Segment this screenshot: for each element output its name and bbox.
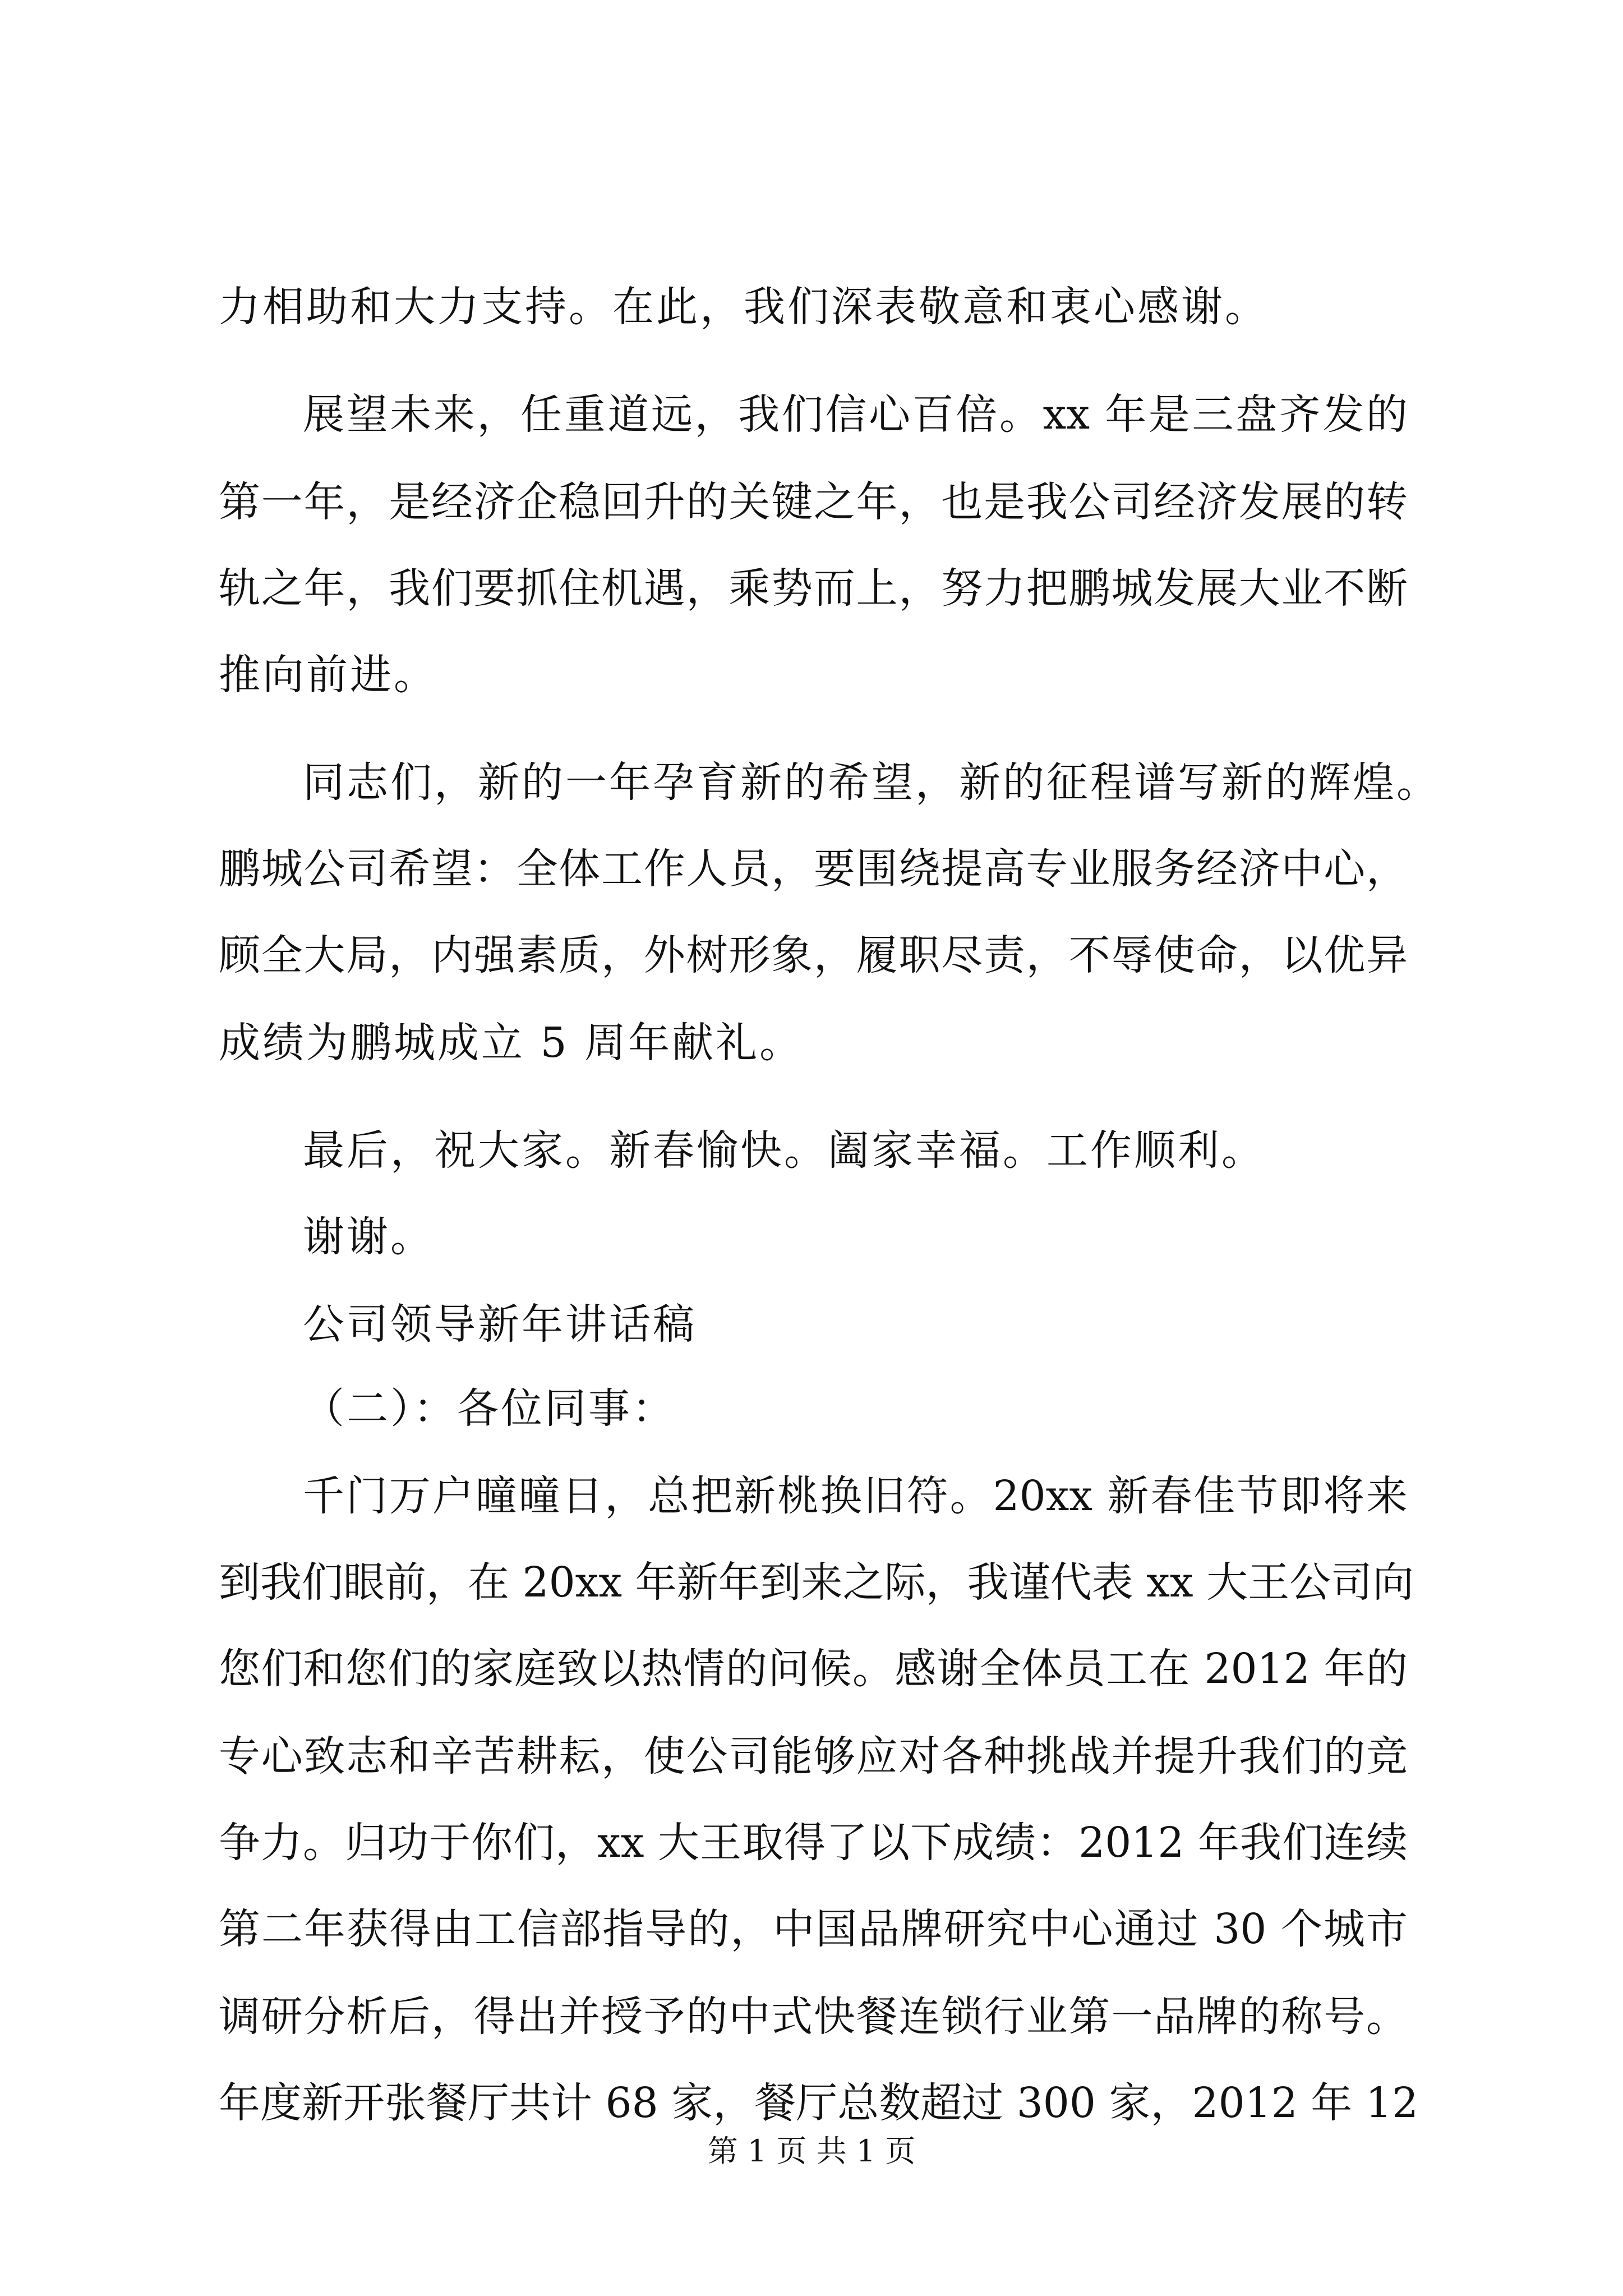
text-line: 调研分析后，得出并授予的中式快餐连锁行业第一品牌的称号。 <box>219 1993 1408 2041</box>
text-line: 推向前进。 <box>219 651 437 699</box>
text-line: 鹏城公司希望：全体工作人员，要围绕提高专业服务经济中心， <box>219 845 1408 893</box>
text-line: 专心致志和辛苦耕耘，使公司能够应对各种挑战并提升我们的竞 <box>219 1732 1408 1780</box>
page-number: 第 1 页 共 1 页 <box>707 2133 916 2169</box>
section-subtitle: （二）：各位同事： <box>303 1384 676 1433</box>
text-line: 年度新开张餐厅共计 68 家，餐厅总数超过 300 家，2012 年 12 <box>219 2079 1419 2127</box>
text-line: 最后，祝大家。新春愉快。阖家幸福。工作顺利。 <box>303 1126 1265 1175</box>
text-line: 同志们，新的一年孕育新的希望，新的征程谱写新的辉煌。 <box>303 758 1440 807</box>
text-line: 成绩为鹏城成立 5 周年献礼。 <box>219 1019 804 1067</box>
text-line: 您们和您们的家庭致以热情的问候。感谢全体员工在 2012 年的 <box>219 1645 1408 1693</box>
text-line: 第二年获得由工信部指导的，中国品牌研究中心通过 30 个城市 <box>219 1905 1408 1953</box>
text-line: 顾全大局，内强素质，外树形象，履职尽责，不辱使命，以优异 <box>219 931 1408 979</box>
section-title: 公司领导新年讲话稿 <box>303 1300 697 1349</box>
text-line: 轨之年，我们要抓住机遇，乘势而上，努力把鹏城发展大业不断 <box>219 564 1408 613</box>
text-line: 力相助和大力支持。在此，我们深表敬意和衷心感谢。 <box>219 283 1269 331</box>
text-line: 谢谢。 <box>303 1213 434 1261</box>
text-line: 争力。归功于你们，xx 大王取得了以下成绩：2012 年我们连续 <box>219 1819 1408 1867</box>
text-line: 第一年，是经济企稳回升的关键之年，也是我公司经济发展的转 <box>219 478 1408 526</box>
text-line: 千门万户曈曈日，总把新桃换旧符。20xx 新春佳节即将来 <box>303 1472 1408 1520</box>
text-line: 展望未来，任重道远，我们信心百倍。xx 年是三盘齐发的 <box>303 390 1408 439</box>
text-line: 到我们眼前，在 20xx 年新年到来之际，我谨代表 xx 大王公司向 <box>219 1558 1414 1607</box>
